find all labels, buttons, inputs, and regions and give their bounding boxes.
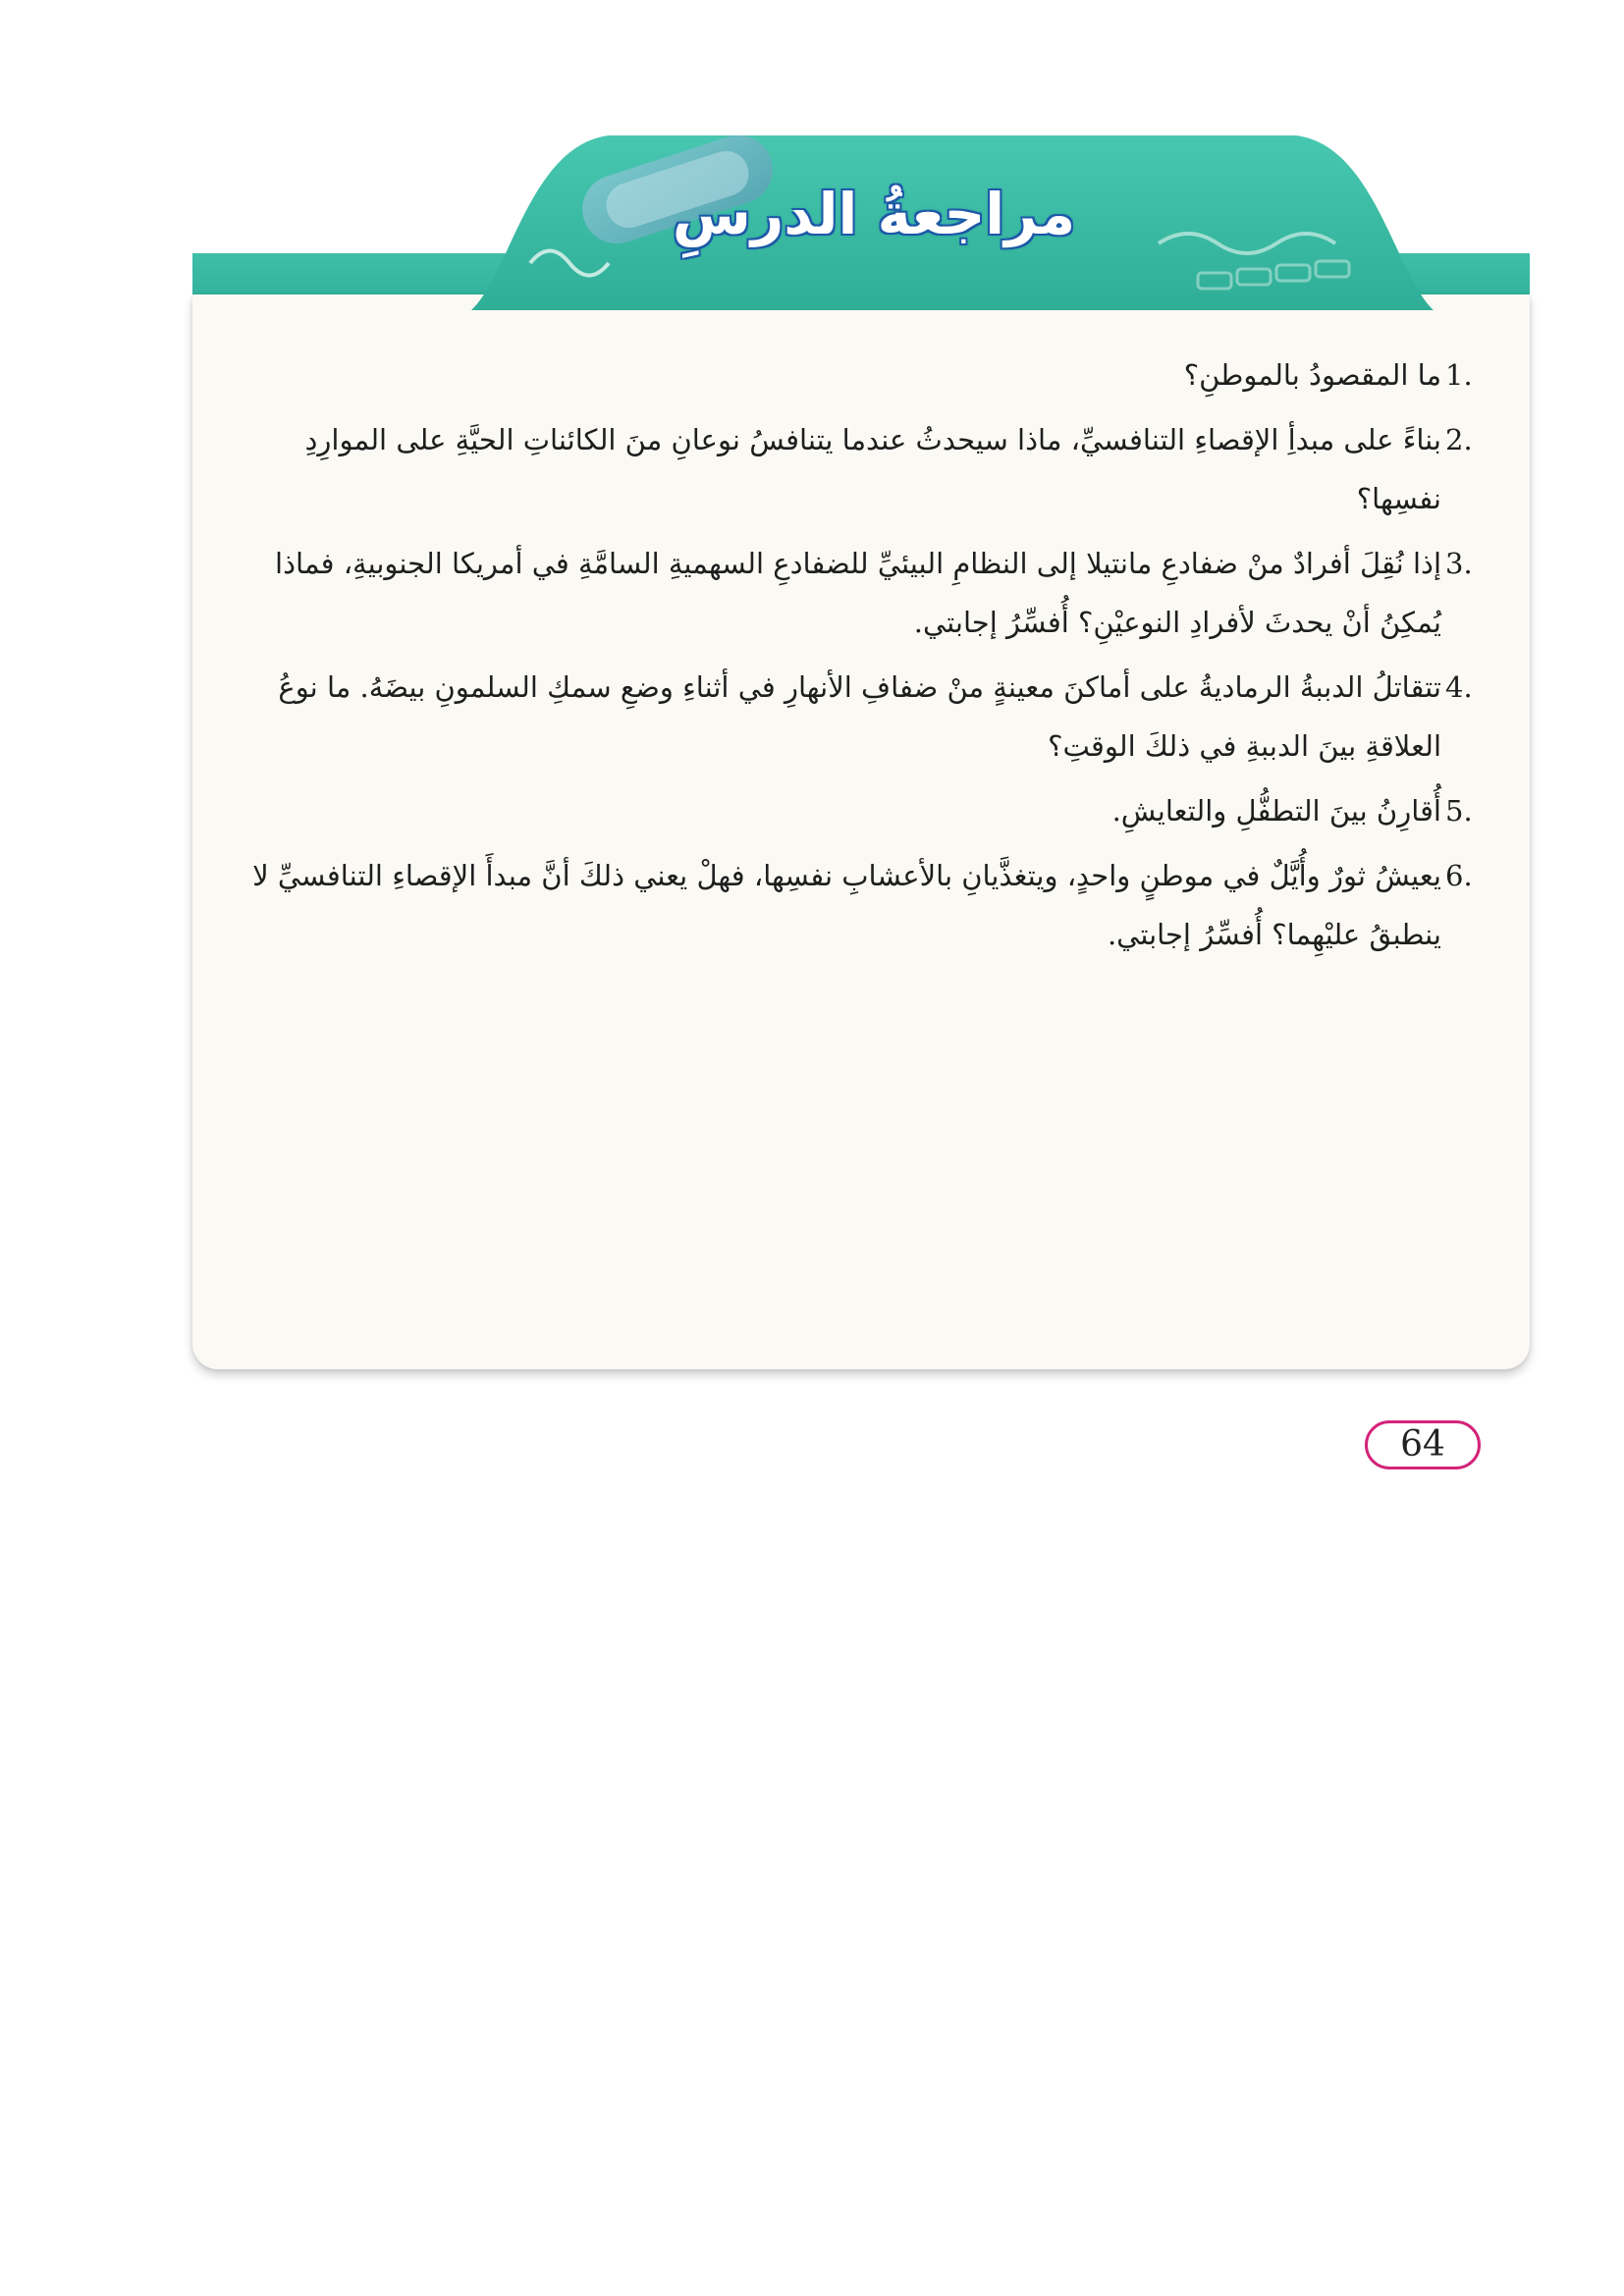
question-item [232,346,1489,404]
question-number: 4. [1445,670,1473,704]
question-item [232,410,1489,528]
question-item [232,658,1489,775]
question-number: 2. [1445,423,1473,456]
question-text: بناءً على مبدأِ الإقصاءِ التنافسيِّ، ماذا سيحدثُ عندما يتنافسُ نوعانِ منَ الكائناتِ الحيَّةِ على الموارِدِ نفسِها؟ [304,423,1441,515]
question-number: 6. [1445,859,1473,892]
question-item [232,846,1489,964]
question-number: 1. [1445,358,1473,392]
section-title: مراجعةُ الدرسِ [672,181,1076,247]
question-list [232,346,1489,970]
question-item [232,781,1489,840]
question-text: تتقاتلُ الدببةُ الرماديةُ على أماكنَ معينةٍ منْ ضفافِ الأنهارِ في أثناءِ وضعِ سمكِ السلمونِ بيضَهُ. ما نوعُ العلاقةِ بينَ الدببةِ في ذلكَ الوقتِ؟ [278,670,1441,763]
question-text: ما المقصودُ بالموطنِ؟ [1183,358,1441,392]
question-item [232,534,1489,652]
question-text: يعيشُ ثورٌ وأُيَّلٌ في موطنٍ واحدٍ، ويتغذَّيانِ بالأعشابِ نفسِها، فهلْ يعني ذلكَ أنَّ مبدأَ الإقصاءِ التنافسيِّ لا ينطبقُ عليْهِما؟ أُفسِّرُ إجابتي. [252,859,1441,951]
question-text: إذا نُقِلَ أفرادٌ منْ ضفادعِ مانتيلا إلى النظامِ البيئيِّ للضفادعِ السهميةِ السامَّةِ في أمريكا الجنوبيةِ، فماذا يُمكِنُ أنْ يحدثَ لأفرادِ النوعيْنِ؟ أُفسِّرُ إجابتي. [275,547,1441,639]
question-text: أُقارِنُ بينَ التطفُّلِ والتعايشِ. [1111,794,1441,828]
page-number: 64 [1365,1420,1481,1469]
question-number: 3. [1445,547,1473,580]
question-number: 5. [1445,794,1473,828]
